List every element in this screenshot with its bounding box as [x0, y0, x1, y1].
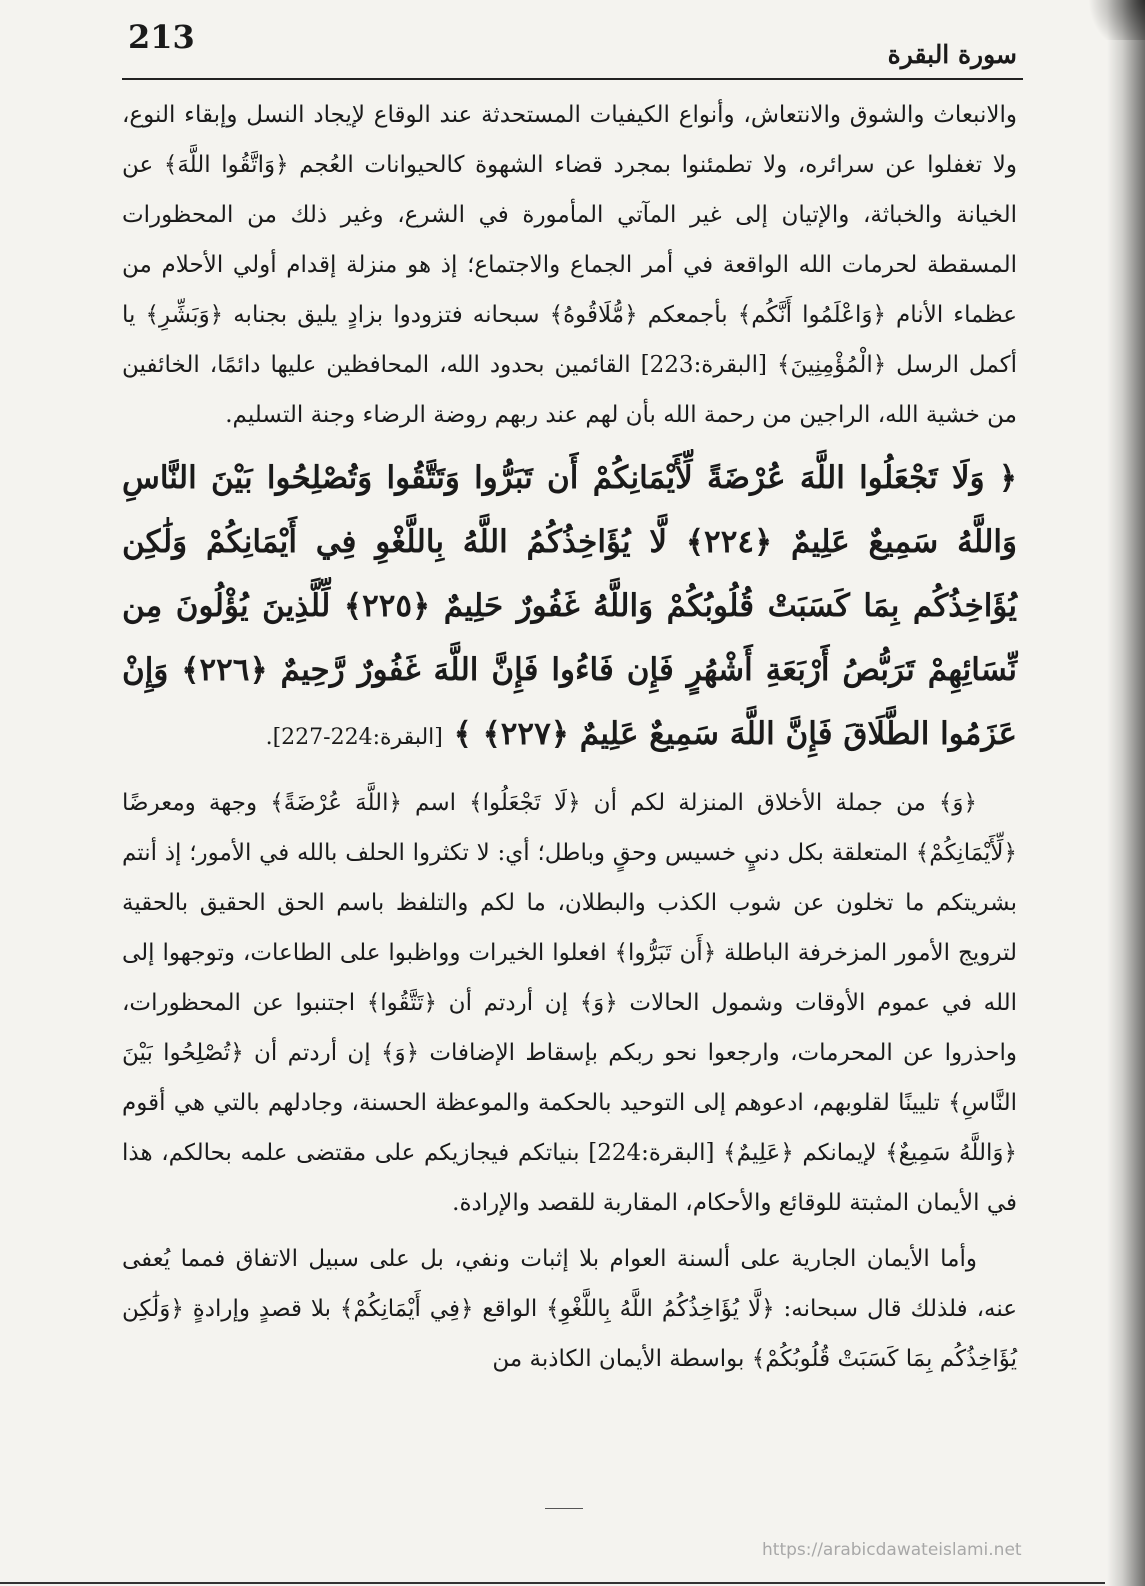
surah-title: سورة البقرة [887, 40, 1017, 69]
commentary-paragraph-3: وأما الأيمان الجارية على ألسنة العوام بلا إثبات ونفي، بل على سبيل الاتفاق فمما يُعفى عنه، فلذلك قال سبحانه: ﴿لَّا يُؤَاخِذُكُمُ اللَّهُ بِاللَّغْوِ﴾ الواقع ﴿فِي أَيْمَانِكُمْ﴾ بلا قصدٍ وإرادةٍ ﴿وَلَٰكِن يُؤَاخِذُكُم بِمَا كَسَبَتْ قُلُوبُكُمْ﴾ بواسطة الأيمان الكاذبة من [122, 1246, 1017, 1372]
commentary-paragraph-2: ﴿وَ﴾ من جملة الأخلاق المنزلة لكم أن ﴿لَا تَجْعَلُوا﴾ اسم ﴿اللَّهَ عُرْضَةً﴾ وجهة ومعرضًا ﴿لِّأَيْمَانِكُمْ﴾ المتعلقة بكل دنيٍ خسيس وحقٍ وباطل؛ أي: لا تكثروا الحلف بالله في الأمور؛ إذ أنتم بشريتكم ما تخلون عن شوب الكذب والبطلان، ما لكم والتلفظ باسم الحق الحقيق بالحقية لترويج الأمور المزخرفة الباطلة ﴿أَن تَبَرُّوا﴾ افعلوا الخيرات وواظبوا على الطاعات، وتوجهوا إلى الله في عموم الأوقات وشمول الحالات ﴿وَ﴾ إن أردتم أن ﴿تَتَّقُوا﴾ اجتنبوا عن المحظورات، واحذروا عن المحرمات، وارجعوا نحو ربكم بإسقاط الإضافات ﴿وَ﴾ إن أردتم أن ﴿تُصْلِحُوا بَيْنَ النَّاسِ﴾ تليينًا لقلوبهم، ادعوهم إلى التوحيد بالحكمة والموعظة الحسنة، وجادلهم بالتي هي أقوم ﴿وَاللَّهُ سَمِيعٌ﴾ لإيمانكم ﴿عَلِيمٌ﴾ [البقرة:224] بنياتكم فيجازيكم على مقتضى علمه بحالكم، هذا في الأيمان المثبتة للوقائع والأحكام، المقاربة للقصد والإرادة. [122, 790, 1017, 1216]
page-content [122, 90, 1017, 1384]
website-watermark: https://arabicdawateislami.net [762, 1540, 1022, 1560]
page-bottom-edge [0, 1582, 1105, 1584]
scan-corner-shadow [1075, 0, 1145, 40]
commentary-paragraph-1: والانبعاث والشوق والانتعاش، وأنواع الكيفيات المستحدثة عند الوقاع لإيجاد النسل وإبقاء النوع، ولا تغفلوا عن سرائره، ولا تطمئنوا بمجرد قضاء الشهوة كالحيوانات العُجم ﴿وَاتَّقُوا اللَّهَ﴾ عن الخيانة والخباثة، والإتيان إلى غير المآتي المأمورة في الشرع، وغير ذلك من المحظورات المسقطة لحرمات الله الواقعة في أمر الجماع والاجتماع؛ إذ هو منزلة إقدام أولي الأحلام من عظماء الأنام ﴿وَاعْلَمُوا أَنَّكُم﴾ بأجمعكم ﴿مُّلَاقُوهُ﴾ سبحانه فتزودوا بزادٍ يليق بجنابه ﴿وَبَشِّرِ﴾ يا أكمل الرسل ﴿الْمُؤْمِنِينَ﴾ [البقرة:223] القائمين بحدود الله، المحافظين عليها دائمًا، الخائفين من خشية الله، الراجين من رحمة الله بأن لهم عند ربهم روضة الرضاء وجنة التسليم. [122, 102, 1017, 428]
verse-reference: [البقرة:224-227]. [265, 725, 443, 750]
quran-verse-text: ﴿ وَلَا تَجْعَلُوا اللَّهَ عُرْضَةً لِّأَيْمَانِكُمْ أَن تَبَرُّوا وَتَتَّقُوا وَتُصْلِحُوا بَيْنَ النَّاسِ وَاللَّهُ سَمِيعٌ عَلِيمٌ ﴿٢٢٤﴾ لَّا يُؤَاخِذُكُمُ اللَّهُ بِاللَّغْوِ فِي أَيْمَانِكُمْ وَلَٰكِن يُؤَاخِذُكُم بِمَا كَسَبَتْ قُلُوبُكُمْ وَاللَّهُ غَفُورٌ حَلِيمٌ ﴿٢٢٥﴾ لِّلَّذِينَ يُؤْلُونَ مِن نِّسَائِهِمْ تَرَبُّصُ أَرْبَعَةِ أَشْهُرٍ فَإِن فَاءُوا فَإِنَّ اللَّهَ غَفُورٌ رَّحِيمٌ ﴿٢٢٦﴾ وَإِنْ عَزَمُوا الطَّلَاقَ فَإِنَّ اللَّهَ سَمِيعٌ عَلِيمٌ ﴿٢٢٧﴾ ﴾ [122, 460, 1017, 752]
page-number: 213 [128, 18, 195, 56]
header-divider [122, 78, 1023, 80]
quran-verse-block [122, 446, 1017, 770]
footer-mark [545, 1508, 583, 1509]
page-binding-shadow [1107, 0, 1145, 1586]
